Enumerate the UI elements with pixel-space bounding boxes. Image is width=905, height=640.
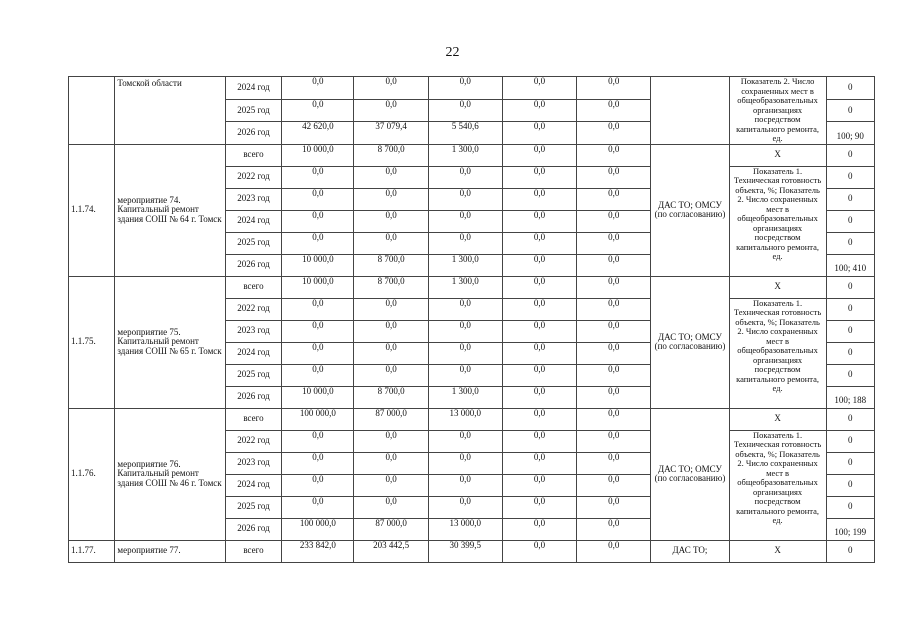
value-cell: 13 000,0: [428, 518, 502, 540]
indicator-value-cell: 100; 188: [826, 386, 875, 408]
value-cell: 0,0: [282, 298, 354, 320]
value-cell: 0,0: [282, 232, 354, 254]
indicator-value-cell: 0: [826, 298, 875, 320]
page-number: 22: [445, 45, 460, 60]
executor-cell: ДАС ТО;: [651, 540, 729, 562]
indicator-value-cell: 0: [826, 166, 875, 188]
value-cell: 0,0: [428, 166, 502, 188]
value-cell: 0,0: [354, 364, 428, 386]
value-cell: 1 300,0: [428, 144, 502, 166]
value-cell: 0,0: [354, 188, 428, 210]
value-cell: 0,0: [354, 452, 428, 474]
value-cell: 0,0: [577, 408, 651, 430]
value-cell: 0,0: [428, 320, 502, 342]
indicator-mark-cell: Х: [729, 408, 826, 430]
value-cell: 0,0: [282, 77, 354, 100]
year-cell: 2022 год: [225, 430, 282, 452]
value-cell: 0,0: [502, 77, 576, 100]
value-cell: 0,0: [502, 276, 576, 298]
value-cell: 0,0: [502, 408, 576, 430]
event-code-cell: 1.1.77.: [69, 540, 115, 562]
table-row: [69, 408, 875, 430]
indicator-value-cell: 0: [826, 474, 875, 496]
year-cell: 2026 год: [225, 254, 282, 276]
value-cell: 87 000,0: [354, 518, 428, 540]
value-cell: 0,0: [354, 298, 428, 320]
value-cell: 0,0: [502, 298, 576, 320]
value-cell: 87 000,0: [354, 408, 428, 430]
value-cell: 0,0: [282, 430, 354, 452]
value-cell: 30 399,5: [428, 540, 502, 562]
year-cell: 2023 год: [225, 188, 282, 210]
year-cell: всего: [225, 276, 282, 298]
value-cell: 10 000,0: [282, 276, 354, 298]
value-cell: 1 300,0: [428, 254, 502, 276]
value-cell: 1 300,0: [428, 386, 502, 408]
value-cell: 0,0: [577, 144, 651, 166]
event-name-cell: мероприятие 77.: [115, 540, 225, 562]
value-cell: 0,0: [282, 364, 354, 386]
year-cell: всего: [225, 540, 282, 562]
indicator-value-cell: 0: [826, 320, 875, 342]
value-cell: 0,0: [282, 210, 354, 232]
value-cell: 0,0: [428, 188, 502, 210]
indicator-text-cell: Показатель 1. Техническая готовность объекта, %; Показатель 2. Число сохраненных мест в общеобразовательных организациях посредством капитального ремонта, ед.: [729, 298, 826, 408]
indicator-value-cell: 100; 199: [826, 518, 875, 540]
value-cell: 0,0: [577, 77, 651, 100]
indicator-text-cell: Показатель 2. Число сохраненных мест в общеобразовательных организациях посредством капитального ремонта, ед.: [729, 77, 826, 145]
year-cell: 2024 год: [225, 342, 282, 364]
value-cell: 0,0: [428, 99, 502, 122]
indicator-value-cell: 0: [826, 276, 875, 298]
year-cell: 2024 год: [225, 77, 282, 100]
indicator-mark-cell: Х: [729, 540, 826, 562]
value-cell: 0,0: [577, 342, 651, 364]
value-cell: 0,0: [577, 99, 651, 122]
year-cell: 2023 год: [225, 452, 282, 474]
value-cell: 0,0: [502, 430, 576, 452]
executor-cell: ДАС ТО; ОМСУ (по согласованию): [651, 408, 729, 540]
indicator-value-cell: 100; 410: [826, 254, 875, 276]
value-cell: 0,0: [577, 276, 651, 298]
value-cell: 10 000,0: [282, 254, 354, 276]
indicator-value-cell: 0: [826, 540, 875, 562]
value-cell: 0,0: [502, 342, 576, 364]
year-cell: 2024 год: [225, 210, 282, 232]
value-cell: 0,0: [282, 496, 354, 518]
value-cell: 0,0: [577, 166, 651, 188]
value-cell: 42 620,0: [282, 122, 354, 145]
event-name-cell: Томской области: [115, 77, 225, 145]
value-cell: 0,0: [282, 166, 354, 188]
year-cell: 2022 год: [225, 166, 282, 188]
indicator-value-cell: 0: [826, 430, 875, 452]
value-cell: 0,0: [577, 452, 651, 474]
value-cell: 0,0: [502, 452, 576, 474]
value-cell: 0,0: [577, 540, 651, 562]
value-cell: 0,0: [577, 122, 651, 145]
budget-table-body: [69, 77, 875, 563]
value-cell: 0,0: [428, 474, 502, 496]
year-cell: 2026 год: [225, 518, 282, 540]
event-code-cell: 1.1.75.: [69, 276, 115, 408]
indicator-value-cell: 0: [826, 364, 875, 386]
value-cell: 233 842,0: [282, 540, 354, 562]
value-cell: 0,0: [502, 364, 576, 386]
value-cell: 0,0: [502, 188, 576, 210]
value-cell: 5 540,6: [428, 122, 502, 145]
value-cell: 0,0: [354, 77, 428, 100]
table-row: [69, 144, 875, 166]
value-cell: 0,0: [282, 320, 354, 342]
value-cell: 0,0: [502, 474, 576, 496]
budget-table: [68, 76, 875, 563]
value-cell: 0,0: [577, 298, 651, 320]
indicator-mark-cell: Х: [729, 144, 826, 166]
year-cell: 2026 год: [225, 386, 282, 408]
value-cell: 0,0: [577, 320, 651, 342]
value-cell: 203 442,5: [354, 540, 428, 562]
executor-cell: ДАС ТО; ОМСУ (по согласованию): [651, 144, 729, 276]
value-cell: 0,0: [354, 496, 428, 518]
value-cell: 0,0: [428, 77, 502, 100]
value-cell: 0,0: [282, 188, 354, 210]
value-cell: 0,0: [428, 232, 502, 254]
value-cell: 0,0: [354, 232, 428, 254]
value-cell: 0,0: [502, 210, 576, 232]
value-cell: 0,0: [428, 430, 502, 452]
value-cell: 0,0: [428, 496, 502, 518]
year-cell: всего: [225, 408, 282, 430]
value-cell: 0,0: [502, 496, 576, 518]
value-cell: 8 700,0: [354, 254, 428, 276]
value-cell: 100 000,0: [282, 408, 354, 430]
event-code-cell: [69, 77, 115, 145]
year-cell: 2025 год: [225, 364, 282, 386]
year-cell: 2025 год: [225, 232, 282, 254]
value-cell: 0,0: [428, 210, 502, 232]
value-cell: 0,0: [502, 232, 576, 254]
value-cell: 8 700,0: [354, 144, 428, 166]
value-cell: 0,0: [577, 254, 651, 276]
year-cell: 2025 год: [225, 496, 282, 518]
value-cell: 0,0: [502, 166, 576, 188]
indicator-value-cell: 0: [826, 77, 875, 100]
value-cell: 0,0: [577, 188, 651, 210]
value-cell: 100 000,0: [282, 518, 354, 540]
year-cell: 2024 год: [225, 474, 282, 496]
value-cell: 0,0: [428, 364, 502, 386]
value-cell: 0,0: [354, 474, 428, 496]
value-cell: 0,0: [577, 496, 651, 518]
value-cell: 0,0: [282, 474, 354, 496]
indicator-value-cell: 100; 90: [826, 122, 875, 145]
value-cell: 0,0: [577, 386, 651, 408]
value-cell: 0,0: [577, 474, 651, 496]
value-cell: 8 700,0: [354, 276, 428, 298]
value-cell: 0,0: [282, 99, 354, 122]
value-cell: 0,0: [502, 320, 576, 342]
value-cell: 1 300,0: [428, 276, 502, 298]
value-cell: 0,0: [428, 342, 502, 364]
year-cell: 2022 год: [225, 298, 282, 320]
indicator-text-cell: Показатель 1. Техническая готовность объекта, %; Показатель 2. Число сохраненных мест в общеобразовательных организациях посредством капитального ремонта, ед.: [729, 166, 826, 276]
indicator-value-cell: 0: [826, 188, 875, 210]
value-cell: 0,0: [502, 518, 576, 540]
event-code-cell: 1.1.76.: [69, 408, 115, 540]
event-code-cell: 1.1.74.: [69, 144, 115, 276]
indicator-value-cell: 0: [826, 496, 875, 518]
value-cell: 0,0: [577, 364, 651, 386]
year-cell: всего: [225, 144, 282, 166]
value-cell: 0,0: [354, 99, 428, 122]
table-row: [69, 276, 875, 298]
year-cell: 2023 год: [225, 320, 282, 342]
value-cell: 0,0: [502, 122, 576, 145]
value-cell: 0,0: [502, 540, 576, 562]
value-cell: 0,0: [577, 210, 651, 232]
indicator-value-cell: 0: [826, 232, 875, 254]
indicator-value-cell: 0: [826, 144, 875, 166]
executor-cell: ДАС ТО; ОМСУ (по согласованию): [651, 276, 729, 408]
table-row: [69, 540, 875, 562]
value-cell: 0,0: [354, 210, 428, 232]
value-cell: 0,0: [282, 452, 354, 474]
value-cell: 10 000,0: [282, 386, 354, 408]
year-cell: 2025 год: [225, 99, 282, 122]
value-cell: 0,0: [502, 386, 576, 408]
value-cell: 0,0: [354, 166, 428, 188]
event-name-cell: мероприятие 75. Капитальный ремонт здания СОШ № 65 г. Томск: [115, 276, 225, 408]
year-cell: 2026 год: [225, 122, 282, 145]
value-cell: 0,0: [428, 452, 502, 474]
value-cell: 0,0: [502, 99, 576, 122]
value-cell: 0,0: [502, 144, 576, 166]
indicator-value-cell: 0: [826, 210, 875, 232]
indicator-value-cell: 0: [826, 99, 875, 122]
value-cell: 0,0: [354, 342, 428, 364]
value-cell: 0,0: [428, 298, 502, 320]
value-cell: 0,0: [354, 430, 428, 452]
value-cell: 0,0: [502, 254, 576, 276]
value-cell: 0,0: [282, 342, 354, 364]
event-name-cell: мероприятие 76. Капитальный ремонт здания СОШ № 46 г. Томск: [115, 408, 225, 540]
executor-cell: [651, 77, 729, 145]
indicator-value-cell: 0: [826, 342, 875, 364]
indicator-mark-cell: Х: [729, 276, 826, 298]
value-cell: 0,0: [577, 430, 651, 452]
value-cell: 0,0: [577, 232, 651, 254]
indicator-value-cell: 0: [826, 452, 875, 474]
value-cell: 0,0: [354, 320, 428, 342]
table-row: [69, 77, 875, 100]
value-cell: 13 000,0: [428, 408, 502, 430]
value-cell: 0,0: [577, 518, 651, 540]
event-name-cell: мероприятие 74. Капитальный ремонт здания СОШ № 64 г. Томск: [115, 144, 225, 276]
value-cell: 8 700,0: [354, 386, 428, 408]
value-cell: 37 079,4: [354, 122, 428, 145]
indicator-value-cell: 0: [826, 408, 875, 430]
indicator-text-cell: Показатель 1. Техническая готовность объекта, %; Показатель 2. Число сохраненных мест в общеобразовательных организациях посредством капитального ремонта, ед.: [729, 430, 826, 540]
value-cell: 10 000,0: [282, 144, 354, 166]
